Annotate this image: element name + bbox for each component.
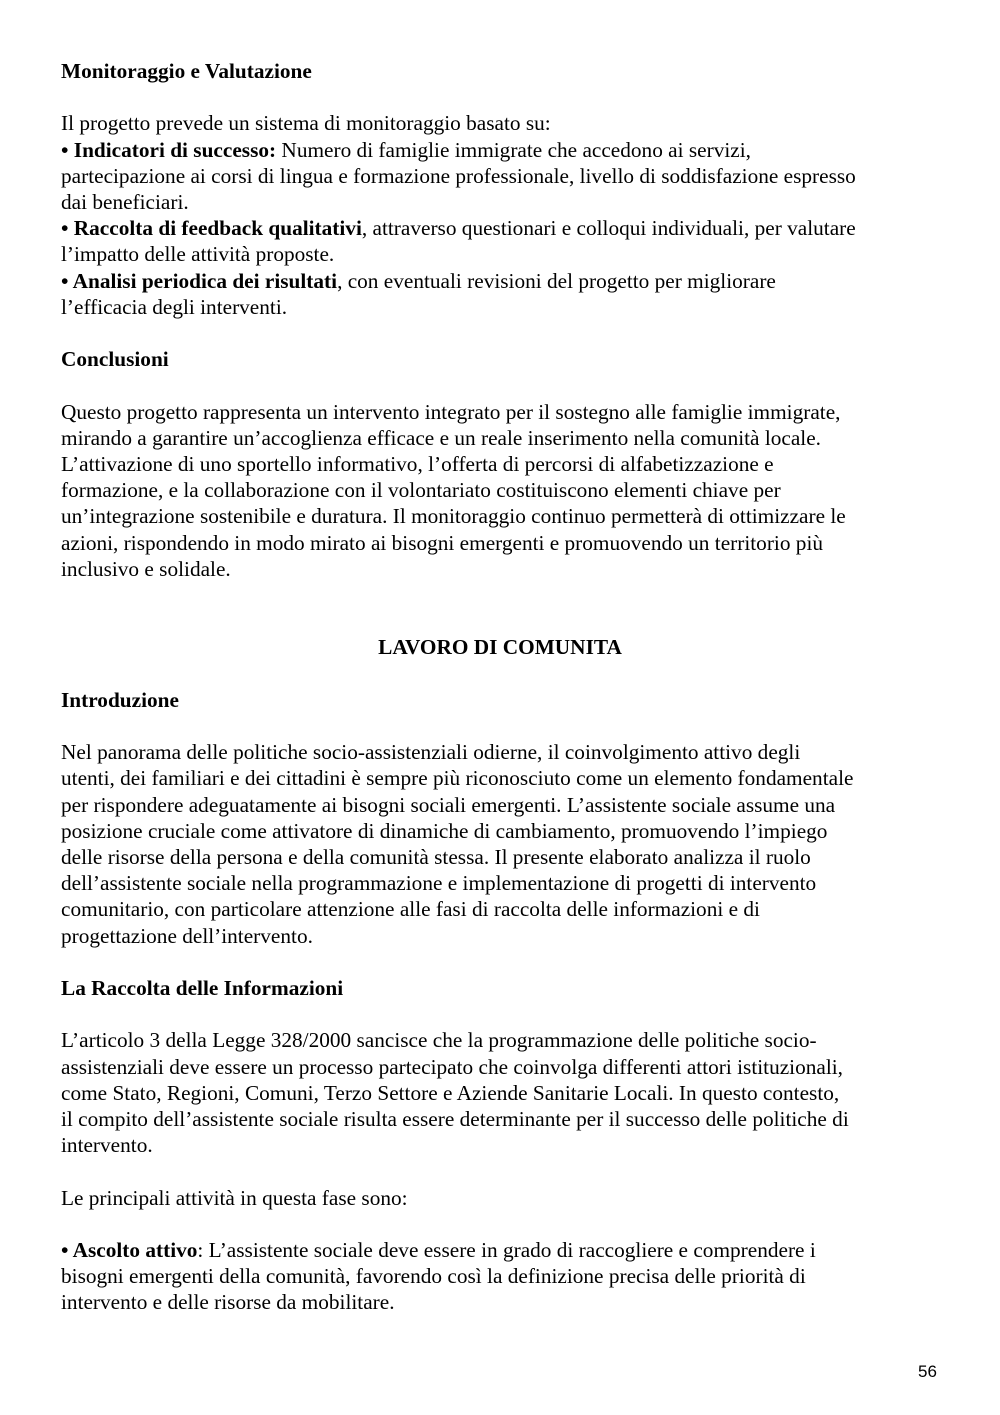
section-heading-introduction: Introduzione bbox=[61, 687, 179, 712]
page-number: 56 bbox=[918, 1362, 937, 1381]
bullet-text: l’efficacia degli interventi. bbox=[61, 294, 288, 319]
paragraph-line: Nel panorama delle politiche socio-assistenziali odierne, il coinvolgimento attivo degli bbox=[61, 740, 801, 765]
paragraph-line: L’articolo 3 della Legge 328/2000 sancisce che la programmazione delle politiche socio- bbox=[61, 1028, 817, 1053]
paragraph-line: Questo progetto rappresenta un intervento integrato per il sostegno alle famiglie immigrate, bbox=[61, 399, 841, 424]
paragraph-line: comunitario, con particolare attenzione alle fasi di raccolta delle informazioni e di bbox=[61, 897, 760, 922]
paragraph-line: formazione, e la collaborazione con il volontariato costituiscono elementi chiave per bbox=[61, 478, 781, 503]
section-heading-monitoring: Monitoraggio e Valutazione bbox=[61, 59, 312, 83]
bullet-qualitative-feedback-label: • Raccolta di feedback qualitativi bbox=[61, 216, 362, 241]
bullet-success-indicators-label: • Indicatori di successo: bbox=[61, 137, 277, 162]
chapter-title: LAVORO DI COMUNITA bbox=[378, 635, 622, 660]
paragraph-line: dell’assistente sociale nella programmazione e implementazione di progetti di intervento bbox=[61, 871, 817, 896]
bullet-text: : L’assistente sociale deve essere in grado di raccogliere e comprendere i bbox=[197, 1237, 816, 1262]
activities-intro: Le principali attività in questa fase sono: bbox=[61, 1185, 408, 1210]
bullet-text: , con eventuali revisioni del progetto per migliorare bbox=[337, 268, 776, 293]
section-heading-conclusions: Conclusioni bbox=[61, 347, 169, 372]
bullet-text: bisogni emergenti della comunità, favorendo così la definizione precisa delle priorità di bbox=[61, 1264, 806, 1289]
paragraph-line: utenti, dei familiari e dei cittadini è sempre più riconosciuto come un elemento fondamentale bbox=[61, 766, 854, 791]
paragraph-line: un’integrazione sostenibile e duratura. Il monitoraggio continuo permetterà di ottimizzare le bbox=[61, 504, 846, 529]
bullet-periodic-analysis-label: • Analisi periodica dei risultati bbox=[61, 268, 338, 293]
bullet-active-listening bbox=[61, 1237, 951, 1263]
bullet-text: intervento e delle risorse da mobilitare. bbox=[61, 1290, 395, 1315]
bullet-qualitative-feedback bbox=[61, 215, 951, 241]
bullet-active-listening-label: • Ascolto attivo bbox=[61, 1237, 198, 1262]
paragraph-line: L’attivazione di uno sportello informativo, l’offerta di percorsi di alfabetizzazione e bbox=[61, 452, 774, 476]
paragraph-line: il compito dell’assistente sociale risulta essere determinante per il successo delle politiche di bbox=[61, 1107, 849, 1131]
monitoring-intro: Il progetto prevede un sistema di monitoraggio basato su: bbox=[61, 111, 551, 136]
paragraph-line: per rispondere adeguatamente ai bisogni sociali emergenti. L’assistente sociale assume una bbox=[61, 792, 836, 817]
bullet-text: partecipazione ai corsi di lingua e formazione professionale, livello di soddisfazione espresso bbox=[61, 163, 856, 188]
bullet-text: l’impatto delle attività proposte. bbox=[61, 242, 335, 267]
paragraph-line: intervento. bbox=[61, 1133, 153, 1158]
document-page bbox=[61, 58, 951, 1316]
paragraph-line: azioni, rispondendo in modo mirato ai bisogni emergenti e promuovendo un territorio più bbox=[61, 530, 824, 555]
bullet-periodic-analysis bbox=[61, 268, 951, 294]
bullet-success-indicators bbox=[61, 137, 951, 163]
paragraph-line: assistenziali deve essere un processo partecipato che coinvolga differenti attori istituzionali, bbox=[61, 1054, 843, 1079]
paragraph-line: posizione cruciale come attivatore di dinamiche di cambiamento, promuovendo l’impiego bbox=[61, 818, 828, 843]
paragraph-line: mirando a garantire un’accoglienza efficace e un reale inserimento nella comunità locale. bbox=[61, 425, 821, 450]
paragraph-line: come Stato, Regioni, Comuni, Terzo Settore e Aziende Sanitarie Locali. In questo contesto, bbox=[61, 1080, 840, 1105]
bullet-text: dai beneficiari. bbox=[61, 190, 189, 214]
paragraph-line: inclusivo e solidale. bbox=[61, 556, 231, 581]
bullet-text: Numero di famiglie immigrate che accedono ai servizi, bbox=[276, 137, 751, 162]
bullet-text: , attraverso questionari e colloqui individuali, per valutare bbox=[361, 216, 856, 241]
section-heading-information: La Raccolta delle Informazioni bbox=[61, 976, 344, 1000]
paragraph-line: delle risorse della persona e della comunità stessa. Il presente elaborato analizza il ruolo bbox=[61, 845, 811, 869]
paragraph-line: progettazione dell’intervento. bbox=[61, 923, 313, 948]
